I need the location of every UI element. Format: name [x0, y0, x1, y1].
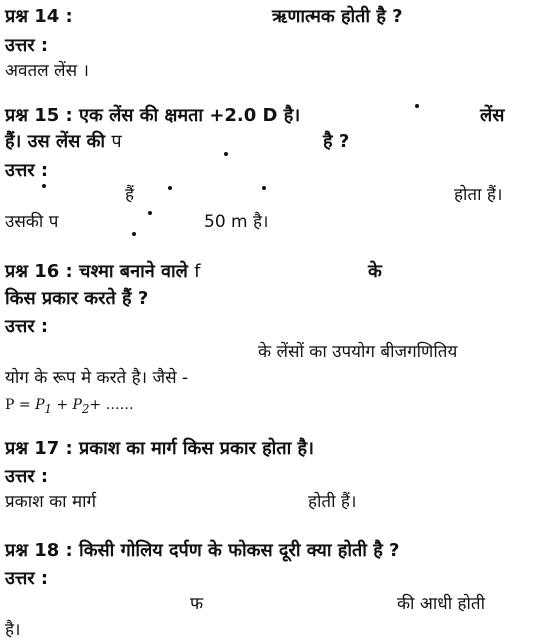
answer-16-line1: के लेंसों का उपयोग बीजगणितिय — [258, 342, 458, 362]
question-15-line2-a: हैं। उस लेंस की — [5, 131, 106, 152]
answer-15-line2-a: उसकी — [5, 212, 44, 232]
question-14 — [5, 8, 73, 26]
question-17-label: प्रश्न 17 : — [5, 438, 73, 459]
formula-equals: = — [18, 397, 31, 413]
question-16-text-a: चश्मा बनाने वाले — [79, 261, 188, 282]
question-15-line2-c: है ? — [323, 131, 350, 152]
question-15-line2-b: प — [111, 131, 122, 152]
answer-18-line2: है। — [5, 620, 21, 640]
question-15 — [5, 107, 300, 125]
question-16-text-c: के — [368, 261, 382, 282]
answer-14-text: अवतल लेंस । — [5, 61, 89, 81]
smudge-dot — [148, 211, 152, 215]
smudge-dot — [132, 232, 136, 236]
question-18 — [5, 542, 399, 560]
answer-17-label: उत्तर : — [5, 466, 49, 487]
answer-15-line2 — [5, 214, 58, 231]
question-14-label: प्रश्न 14 : — [5, 6, 73, 27]
answer-16-line2: योग के रूप मे करते है। जैसे - — [5, 368, 189, 388]
formula-ellipsis: …… — [105, 397, 134, 413]
question-15-line2 — [5, 133, 122, 151]
answer-15-label: उत्तर : — [5, 160, 49, 181]
answer-18-line1-a: फ — [190, 594, 204, 614]
question-18-label: प्रश्न 18 : — [5, 540, 73, 561]
formula-p1: P — [35, 397, 45, 413]
answer-15-line2-c: 50 m है। — [204, 212, 269, 232]
formula-line — [5, 398, 134, 415]
question-16 — [5, 263, 201, 281]
answer-15-line2-b: प — [48, 212, 59, 232]
answer-15-line1-b: होता हैं। — [454, 185, 503, 205]
answer-14-label: उत्तर : — [5, 35, 49, 56]
answer-17-text-b: होती हैं। — [308, 492, 357, 512]
answer-17-text-a: प्रकाश का मार्ग — [5, 492, 97, 512]
formula-plus-2: + — [89, 397, 102, 413]
smudge-dot — [262, 186, 266, 190]
question-17 — [5, 440, 314, 458]
question-16-line2: किस प्रकार करते हैं ? — [5, 288, 149, 309]
formula-p2: P — [72, 397, 82, 413]
answer-15-line1-a: हैं — [125, 185, 135, 205]
formula-p1-sub: 1 — [44, 401, 52, 416]
formula-plus-1: + — [56, 397, 69, 413]
smudge-dot — [42, 184, 46, 188]
question-14-text: ऋणात्मक होती है ? — [272, 6, 403, 27]
answer-16-label: उत्तर : — [5, 316, 49, 337]
smudge-dot — [415, 104, 419, 108]
formula-p: P — [5, 397, 15, 413]
smudge-dot — [224, 152, 228, 156]
question-16-text-b: f — [194, 261, 201, 282]
question-16-label: प्रश्न 16 : — [5, 261, 73, 282]
question-17-text: प्रकाश का मार्ग किस प्रकार होता है। — [79, 438, 314, 459]
question-15-label: प्रश्न 15 : — [5, 105, 73, 126]
question-15-text-a: एक लेंस की क्षमता +2.0 D है। — [79, 105, 301, 126]
answer-18-label: उत्तर : — [5, 568, 49, 589]
answer-18-line1-b: की आधी होती — [397, 594, 486, 614]
question-15-text-b: लेंस — [480, 105, 505, 126]
smudge-dot — [168, 186, 172, 190]
question-18-text: किसी गोलिय दर्पण के फोकस दूरी क्या होती है ? — [79, 540, 400, 561]
formula-p2-sub: 2 — [81, 401, 90, 416]
